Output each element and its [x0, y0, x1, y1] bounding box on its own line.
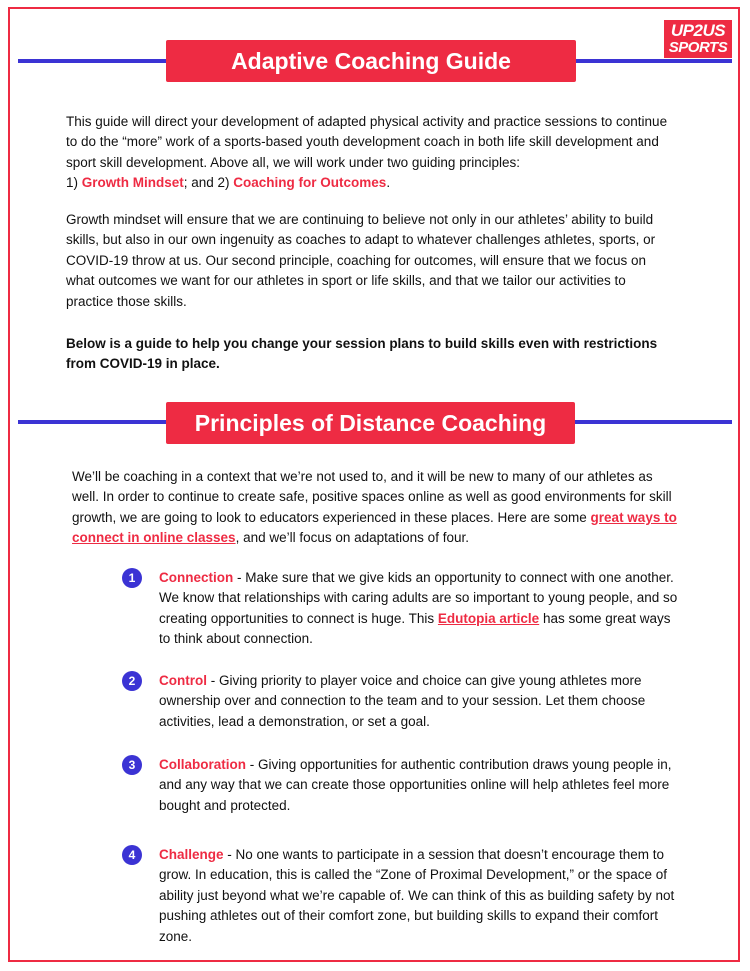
section2-intro-paragraph: [72, 467, 678, 549]
principle-coaching-outcomes: Coaching for Outcomes: [233, 175, 387, 191]
challenge-title: Challenge: [159, 847, 224, 862]
principle-growth-mindset: Growth Mindset: [81, 175, 184, 191]
edutopia-article-link[interactable]: Edutopia article: [437, 610, 540, 626]
logo-line-1: UP2US: [670, 21, 726, 40]
number-badge-4: 4: [122, 845, 142, 865]
collaboration-title: Collaboration: [159, 757, 246, 772]
number-badge-3: 3: [122, 755, 142, 775]
control-desc: - Giving priority to player voice and choice can give young athletes more ownership over and connection to the team and to your session. Let them choose activities, lead a demonstration, or set a goal.: [159, 673, 646, 729]
connection-desc: - Make sure that we give kids an opportunity to connect with one another. We know that relationships with caring adults are so important to young people, and so creating opportunities to connect is huge. This: [159, 570, 678, 626]
growth-mindset-paragraph: Growth mindset will ensure that we are continuing to believe not only in our athletes’ ability to build skills, but also in our own ingenuity as coaches to adapt to whatever challenges athletes, sports, or COVID-19 throw at us. Our second principle, coaching for outcomes, will ensure that we focus on what outcomes we want for our athletes in sport or life skills, and that we tailor our activities to practice those skills.: [66, 212, 656, 309]
collaboration-desc: - Giving opportunities for authentic contribution draws young people in, and any way that we can create those opportunities online will help athletes feel more bought and protected.: [159, 757, 672, 813]
section2-title: Principles of Distance Coaching: [166, 402, 575, 444]
online-classes-link[interactable]: great ways to connect in online classes: [72, 509, 677, 546]
connection-desc-end: has some great ways to think about connection.: [159, 610, 671, 647]
challenge-desc: - No one wants to participate in a session that doesn’t encourage them to grow. In education, this is called the “Zone of Proximal Development,” or the space of ability just beyond what we’re capable of. We can think of this as building safety by not pushing athletes out of their comfort zone, but building skills to expand their comfort zone.: [159, 847, 675, 944]
section2-intro-end: , and we’ll focus on adaptations of four.: [235, 530, 469, 546]
up2us-sports-logo: [664, 20, 732, 58]
principle-prefix: 1): [66, 175, 82, 191]
intro-text: This guide will direct your development of adapted physical activity and practice sessions to continue to do the “more” work of a sports-based youth development coach in both life skill development and sport skill development. Above all, we will work under two guiding principles:: [66, 114, 668, 170]
principle-separator: ; and 2): [183, 175, 234, 191]
section2-intro-text: We’ll be coaching in a context that we’re not used to, and it will be new to many of our athletes as well. In order to continue to create safe, positive spaces online as well as good environments for skill growth, we are going to look to educators experienced in these places. Here are some: [72, 469, 672, 525]
number-badge-1: 1: [122, 568, 142, 588]
challenge-text: [159, 845, 679, 947]
number-badge-2: 2: [122, 671, 142, 691]
collaboration-text: [159, 755, 679, 816]
connection-title: Connection: [159, 570, 234, 585]
guide-summary-paragraph: Below is a guide to help you change your session plans to build skills even with restrictions from COVID-19 in place.: [66, 336, 658, 372]
section1-title: Adaptive Coaching Guide: [166, 40, 576, 82]
principle-suffix: .: [386, 175, 391, 191]
control-text: [159, 671, 679, 732]
section1-intro-paragraph: [66, 112, 676, 194]
connection-text: [159, 568, 679, 650]
logo-line-2: SPORTS: [668, 39, 728, 56]
control-title: Control: [159, 673, 207, 688]
